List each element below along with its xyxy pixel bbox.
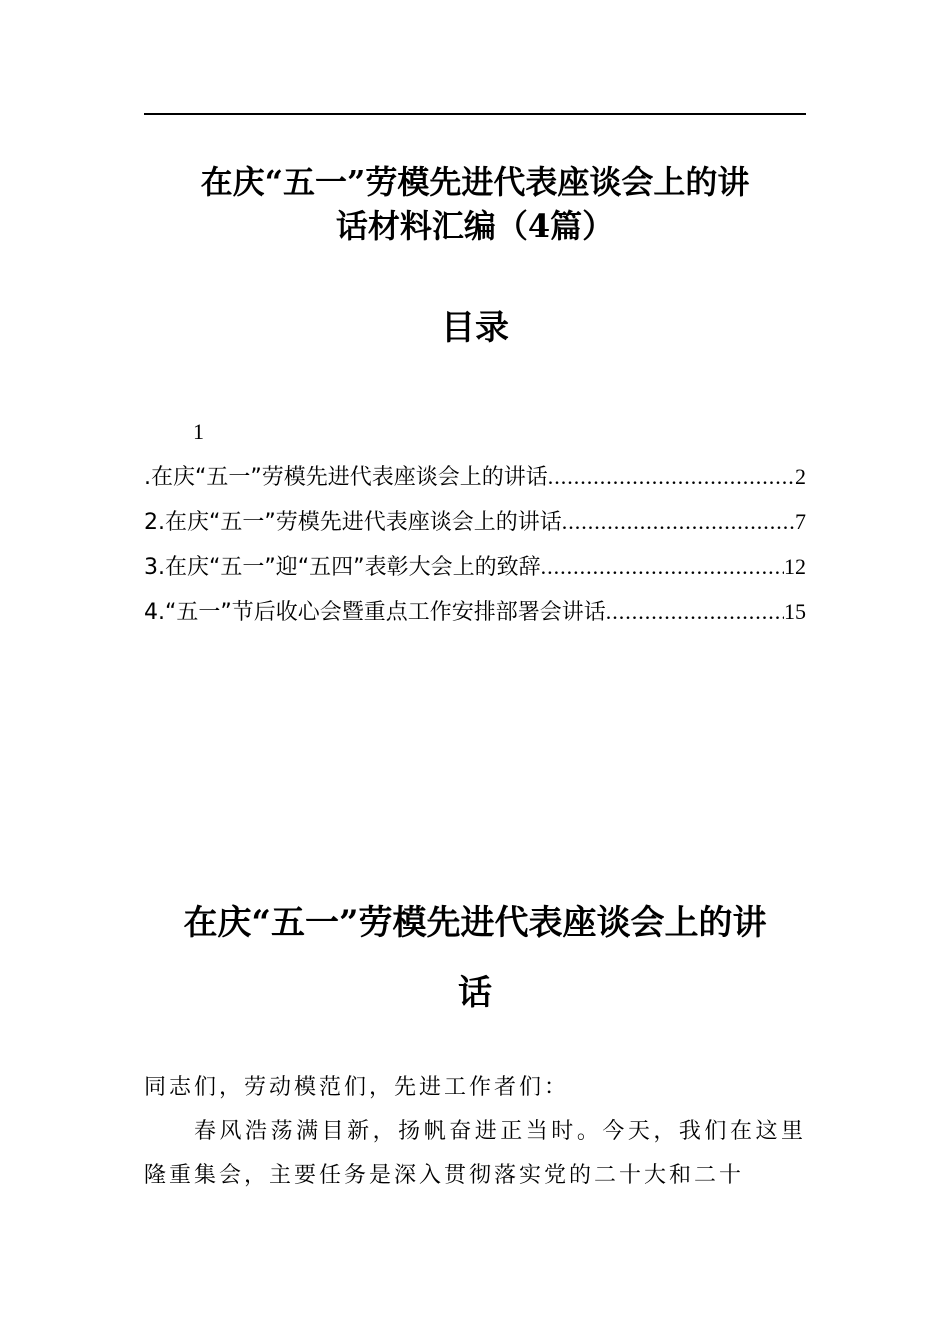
- document-title-line-1: 在庆“五一”劳模先进代表座谈会上的讲: [200, 163, 750, 201]
- body-paragraph: 春风浩荡满目新，扬帆奋进正当时。今天，我们在这里隆重集会，主要任务是深入贯彻落实党的二十大和二十: [144, 1119, 806, 1188]
- toc-item-label: 4.“五一”节后收心会暨重点工作安排部署会讲话: [144, 600, 606, 625]
- toc-item-2[interactable]: [144, 507, 806, 538]
- toc-item-page: 7: [795, 509, 806, 534]
- toc-leader-dots: [562, 507, 795, 537]
- toc-item-1[interactable]: [144, 462, 806, 493]
- section-title: [144, 888, 806, 1028]
- toc-item-page: 15: [784, 599, 806, 624]
- toc-leader-dots: [548, 462, 795, 492]
- toc-item-label: 2.在庆“五一”劳模先进代表座谈会上的讲话: [144, 510, 562, 535]
- toc-leader-dots: [541, 552, 784, 582]
- document-title: [144, 160, 806, 248]
- salutation: 同志们，劳动模范们，先进工作者们：: [144, 1075, 570, 1100]
- toc-item-label: .在庆“五一”劳模先进代表座谈会上的讲话: [144, 465, 548, 490]
- toc-item-4[interactable]: [144, 597, 806, 628]
- header-rule: [144, 113, 806, 115]
- toc-heading: 目录: [441, 308, 509, 348]
- toc-leader-dots: [606, 597, 784, 627]
- toc-stray-number: 1: [193, 419, 204, 444]
- toc-item-page: 12: [784, 554, 806, 579]
- toc-item-page: 2: [795, 464, 806, 489]
- toc-item-label: 3.在庆“五一”迎“五四”表彰大会上的致辞: [144, 555, 541, 580]
- toc-item-3[interactable]: [144, 552, 806, 583]
- section-title-line-2: 话: [458, 973, 492, 1013]
- section-title-line-1: 在庆“五一”劳模先进代表座谈会上的讲: [183, 903, 767, 943]
- document-title-line-2: 话材料汇编（4篇）: [335, 207, 615, 245]
